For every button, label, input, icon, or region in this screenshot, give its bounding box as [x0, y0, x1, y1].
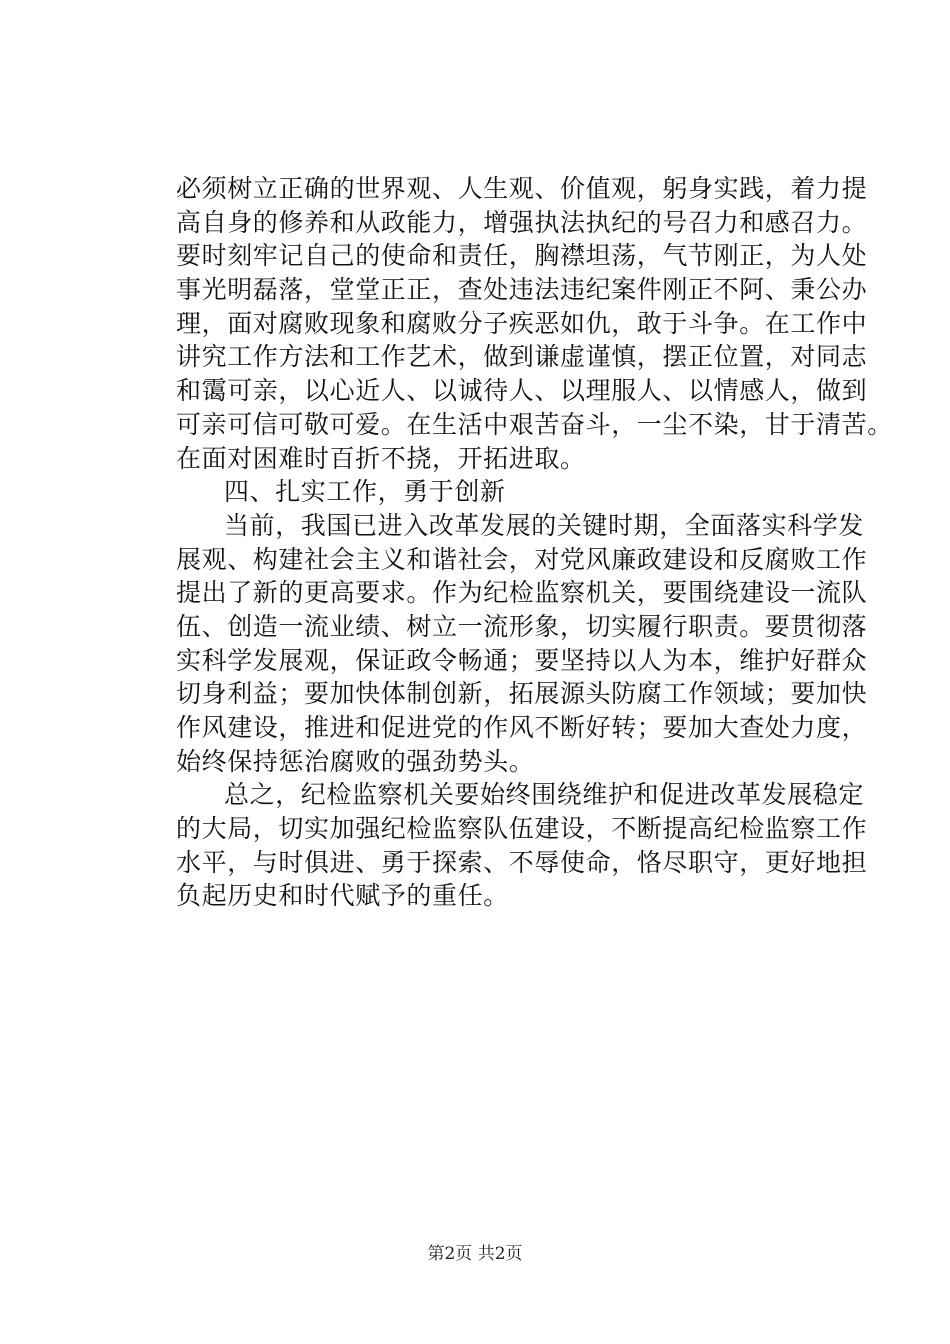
- text-line: 展观、构建社会主义和谐社会，对党风廉政建设和反腐败工作: [176, 544, 868, 574]
- text-line: 讲究工作方法和工作艺术，做到谦虚谨慎，摆正位置，对同志: [176, 342, 868, 372]
- text-line: 作风建设，推进和促进党的作风不断好转；要加大查处力度，: [176, 713, 868, 742]
- section-heading: 四、扎实工作，勇于创新: [224, 477, 506, 507]
- text-line: 始终保持惩治腐败的强劲势头。: [176, 746, 535, 776]
- text-line: 当前，我国已进入改革发展的关键时期，全面落实科学发: [224, 510, 865, 540]
- text-line: 负起历史和时代赋予的重任。: [176, 881, 509, 911]
- text-line: 提出了新的更高要求。作为纪检监察机关，要围绕建设一流队: [176, 578, 868, 608]
- text-line: 的大局，切实加强纪检监察队伍建设，不断提高纪检监察工作: [176, 814, 868, 844]
- text-line: 必须树立正确的世界观、人生观、价值观，躬身实践，着力提: [176, 174, 868, 203]
- text-line: 切身利益；要加快体制创新，拓展源头防腐工作领域；要加快: [176, 679, 868, 709]
- text-line: 高自身的修养和从政能力，增强执法执纪的号召力和感召力。: [176, 207, 868, 237]
- text-line: 伍、创造一流业绩、树立一流形象，切实履行职责。要贯彻落: [176, 611, 868, 641]
- text-line: 和霭可亲，以心近人、以诚待人、以理服人、以情感人，做到: [176, 376, 868, 406]
- text-line: 在面对困难时百折不挠，开拓进取。: [176, 443, 586, 473]
- page-number-footer: 第2页 共2页: [427, 1244, 523, 1264]
- text-line: 可亲可信可敬可爱。在生活中艰苦奋斗，一尘不染，甘于清苦。: [176, 409, 893, 439]
- text-line: 要时刻牢记自己的使命和责任，胸襟坦荡，气节刚正，为人处: [176, 241, 868, 271]
- text-line: 理，面对腐败现象和腐败分子疾恶如仇，敢于斗争。在工作中: [176, 308, 868, 338]
- text-line: 水平，与时俱进、勇于探索、不辱使命，恪尽职守，更好地担: [176, 847, 868, 877]
- text-line: 事光明磊落，堂堂正正，查处违法违纪案件刚正不阿、秉公办: [176, 275, 868, 305]
- text-line: 总之，纪检监察机关要始终围绕维护和促进改革发展稳定: [224, 780, 865, 810]
- document-body: [176, 172, 893, 913]
- text-line: 实科学发展观，保证政令畅通；要坚持以人为本，维护好群众: [176, 645, 868, 675]
